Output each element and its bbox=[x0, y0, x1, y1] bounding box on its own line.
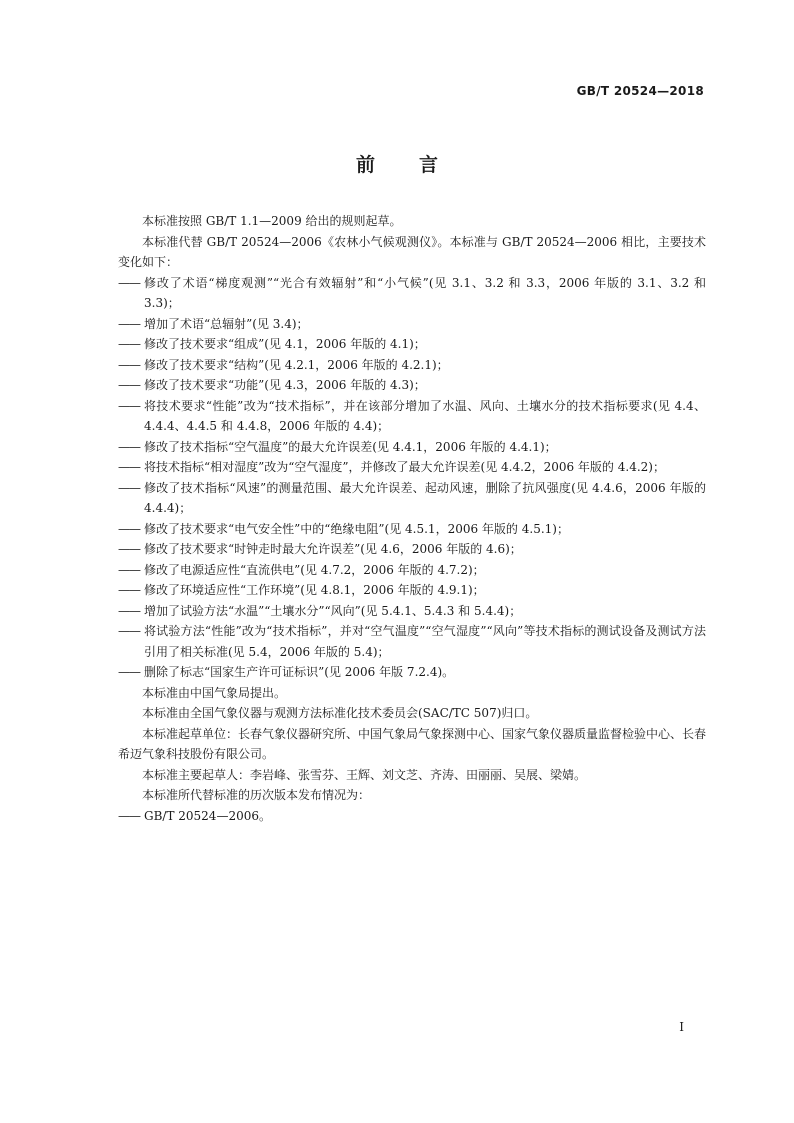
change-text: 修改了电源适应性“直流供电”(见 4.7.2，2006 年版的 4.7.2)； bbox=[144, 562, 485, 577]
dash-mark: —— bbox=[118, 603, 140, 618]
change-text: 将技术指标“相对湿度”改为“空气湿度”，并修改了最大允许误差(见 4.4.2，2006 年版的 4.4.2)； bbox=[144, 460, 665, 474]
change-item bbox=[118, 457, 706, 478]
change-item bbox=[118, 355, 706, 376]
foreword-body bbox=[118, 211, 706, 826]
change-text: 修改了术语“梯度观测”“光合有效辐射”和“小气候”(见 3.1、3.2 和 3.3，2006 年版的 3.1、3.2 和 3.3)； bbox=[144, 275, 706, 310]
change-text: 修改了环境适应性“工作环境”(见 4.8.1，2006 年版的 4.9.1)； bbox=[144, 583, 485, 597]
dash-mark: —— bbox=[118, 542, 140, 556]
change-item bbox=[118, 334, 706, 355]
change-item bbox=[118, 580, 706, 601]
dash-mark: —— bbox=[118, 480, 140, 495]
change-text: 修改了技术要求“时钟走时最大允许误差”(见 4.6，2006 年版的 4.6)； bbox=[144, 542, 522, 556]
dash-mark: —— bbox=[118, 316, 140, 331]
dash-mark: —— bbox=[118, 808, 140, 823]
history-item bbox=[118, 806, 706, 827]
change-item bbox=[118, 478, 706, 519]
change-item bbox=[118, 396, 706, 437]
dash-mark: —— bbox=[118, 357, 140, 372]
standard-number: GB/T 20524—2018 bbox=[576, 84, 704, 98]
change-text: 修改了技术要求“功能”(见 4.3，2006 年版的 4.3)； bbox=[144, 378, 426, 392]
closing-paragraph: 本标准所代替标准的历次版本发布情况为： bbox=[142, 788, 371, 802]
dash-mark: —— bbox=[118, 378, 140, 392]
change-text: 删除了标志“国家生产许可证标识”(见 2006 年版 7.2.4)。 bbox=[144, 665, 455, 679]
change-text: 增加了试验方法“水温”“土壤水分”“风向”(见 5.4.1、5.4.3 和 5.4.4)； bbox=[144, 603, 522, 618]
dash-mark: —— bbox=[118, 439, 140, 454]
change-text: 将试验方法“性能”改为“技术指标”，并对“空气温度”“空气湿度”“风向”等技术指标的测试设备及测试方法引用了相关标准(见 5.4，2006 年版的 5.4)； bbox=[144, 624, 706, 659]
change-text: 修改了技术指标“风速”的测量范围、最大允许误差、起动风速，删除了抗风强度(见 4.4.6，2006 年版的 4.4.4)； bbox=[144, 480, 706, 515]
change-item bbox=[118, 375, 706, 396]
dash-mark: —— bbox=[118, 583, 140, 597]
dash-mark: —— bbox=[118, 337, 140, 351]
change-item bbox=[118, 539, 706, 560]
change-item bbox=[118, 621, 706, 662]
closing-paragraph: 本标准主要起草人：李岩峰、张雪芬、王辉、刘文芝、齐涛、田丽丽、吴展、梁婧。 bbox=[142, 767, 587, 782]
dash-mark: —— bbox=[118, 665, 140, 679]
dash-mark: —— bbox=[118, 624, 140, 638]
change-text: 修改了技术要求“结构”(见 4.2.1，2006 年版的 4.2.1)； bbox=[144, 357, 449, 372]
change-item bbox=[118, 519, 706, 540]
intro-paragraph: 本标准按照 GB/T 1.1—2009 给出的规则起草。 bbox=[142, 214, 402, 228]
page-title: 前言 bbox=[355, 154, 482, 176]
page-number: I bbox=[679, 1020, 684, 1034]
closing-paragraph: 本标准由中国气象局提出。 bbox=[142, 685, 287, 700]
change-text: 修改了技术要求“电气安全性”中的“绝缘电阻”(见 4.5.1，2006 年版的 4.5.1)； bbox=[144, 521, 569, 536]
change-text: 增加了术语“总辐射”(见 3.4)； bbox=[144, 316, 309, 331]
change-text: 修改了技术指标“空气温度”的最大允许误差(见 4.4.1，2006 年版的 4.4.1)； bbox=[144, 439, 557, 454]
change-item bbox=[118, 314, 706, 335]
change-text: 将技术要求“性能”改为“技术指标”，并在该部分增加了水温、风向、土壤水分的技术指标要求(见 4.4、4.4.4、4.4.5 和 4.4.8，2006 年版的 4.4)； bbox=[144, 398, 706, 433]
change-item bbox=[118, 437, 706, 458]
change-item bbox=[118, 601, 706, 622]
closing-paragraph: 本标准由全国气象仪器与观测方法标准化技术委员会(SAC/TC 507)归口。 bbox=[142, 706, 538, 720]
dash-mark: —— bbox=[118, 275, 140, 290]
change-item bbox=[118, 273, 706, 314]
change-item bbox=[118, 662, 706, 683]
change-item bbox=[118, 560, 706, 581]
history-text: GB/T 20524—2006。 bbox=[144, 808, 271, 823]
dash-mark: —— bbox=[118, 562, 140, 577]
intro-paragraph: 本标准代替 GB/T 20524—2006《农林小气候观测仪》。本标准与 GB/T 20524—2006 相比，主要技术变化如下： bbox=[118, 234, 706, 269]
dash-mark: —— bbox=[118, 460, 140, 474]
closing-paragraph: 本标准起草单位：长春气象仪器研究所、中国气象局气象探测中心、国家气象仪器质量监督检验中心、长春希迈气象科技股份有限公司。 bbox=[118, 726, 707, 761]
dash-mark: —— bbox=[118, 398, 140, 413]
change-text: 修改了技术要求“组成”(见 4.1，2006 年版的 4.1)； bbox=[144, 337, 426, 351]
dash-mark: —— bbox=[118, 521, 140, 536]
